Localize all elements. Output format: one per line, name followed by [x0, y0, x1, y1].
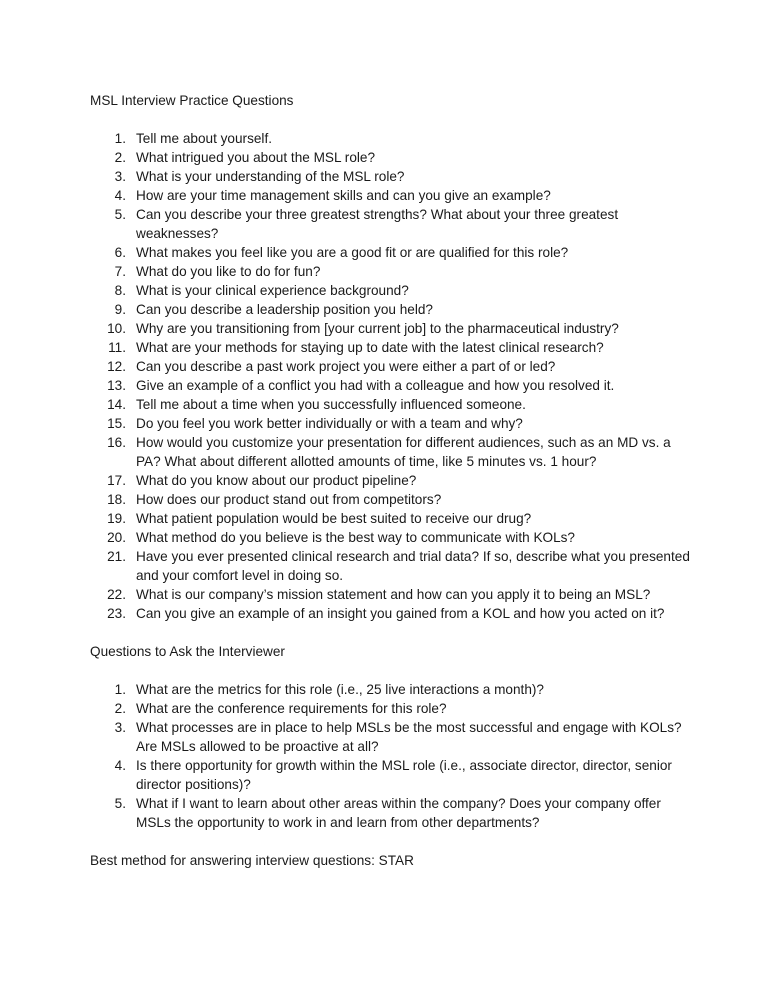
- section-heading-practice-questions: MSL Interview Practice Questions: [90, 93, 294, 108]
- list-item-number: 19.: [107, 511, 126, 526]
- list-item-number: 7.: [114, 264, 126, 279]
- list-item: [90, 319, 690, 338]
- list-item-text: Give an example of a conflict you had with a colleague and how you resolved it.: [136, 378, 615, 393]
- list-item: [90, 376, 690, 395]
- list-item-number: 2.: [114, 701, 126, 716]
- list-item-text: Have you ever presented clinical research and trial data? If so, describe what you presented and your comfort level in doing so.: [136, 549, 690, 583]
- list-item-text: How are your time management skills and can you give an example?: [136, 188, 551, 203]
- list-item: [90, 243, 690, 262]
- list-item-text: What are the conference requirements for this role?: [136, 701, 447, 716]
- list-item-text: What makes you feel like you are a good fit or are qualified for this role?: [136, 245, 569, 260]
- list-item: [90, 604, 690, 623]
- list-item: [90, 433, 690, 471]
- questions-to-ask-list: [90, 680, 690, 832]
- list-item-text: What do you know about our product pipeline?: [136, 473, 417, 488]
- list-item-text: Do you feel you work better individually or with a team and why?: [136, 416, 523, 431]
- list-item-text: Why are you transitioning from [your current job] to the pharmaceutical industry?: [136, 321, 619, 336]
- list-item-text: What are the metrics for this role (i.e., 25 live interactions a month)?: [136, 682, 544, 697]
- list-item-text: What is our company’s mission statement and how can you apply it to being an MSL?: [136, 587, 651, 602]
- list-item-text: Tell me about a time when you successfully influenced someone.: [136, 397, 526, 412]
- list-item-number: 6.: [114, 245, 126, 260]
- list-item-text: How does our product stand out from competitors?: [136, 492, 442, 507]
- list-item: [90, 281, 690, 300]
- list-item-number: 4.: [114, 758, 126, 773]
- list-item: [90, 547, 690, 585]
- list-item-text: Can you describe a leadership position you held?: [136, 302, 433, 317]
- list-item-number: 14.: [107, 397, 126, 412]
- list-item: [90, 129, 690, 148]
- list-item: [90, 262, 690, 281]
- list-item-number: 4.: [114, 188, 126, 203]
- list-item-text: Is there opportunity for growth within the MSL role (i.e., associate director, director, senior director positions)?: [136, 758, 672, 792]
- list-item: [90, 338, 690, 357]
- list-item-number: 2.: [114, 150, 126, 165]
- list-item-number: 9.: [114, 302, 126, 317]
- list-item-text: Tell me about yourself.: [136, 131, 273, 146]
- list-item-number: 3.: [114, 169, 126, 184]
- list-item-number: 1.: [114, 131, 126, 146]
- list-item-number: 16.: [107, 435, 126, 450]
- list-item: [90, 718, 690, 756]
- list-item-number: 12.: [107, 359, 126, 374]
- list-item-text: What processes are in place to help MSLs be the most successful and engage with KOLs? Are MSLs allowed to be proactive at all?: [136, 720, 682, 754]
- list-item-text: Can you describe a past work project you were either a part of or led?: [136, 359, 556, 374]
- list-item: [90, 699, 690, 718]
- list-item-text: What patient population would be best suited to receive our drug?: [136, 511, 532, 526]
- list-item: [90, 680, 690, 699]
- list-item-text: Can you describe your three greatest strengths? What about your three greatest weaknesses?: [136, 207, 619, 241]
- list-item-number: 13.: [107, 378, 126, 393]
- list-item-text: What if I want to learn about other areas within the company? Does your company offer MSLs the opportunity to work in and learn from other departments?: [136, 796, 661, 830]
- list-item: [90, 205, 690, 243]
- list-item-text: What do you like to do for fun?: [136, 264, 321, 279]
- practice-questions-list: [90, 129, 690, 623]
- list-item-number: 18.: [107, 492, 126, 507]
- list-item: [90, 794, 690, 832]
- list-item: [90, 167, 690, 186]
- list-item: [90, 509, 690, 528]
- list-item-number: 23.: [107, 606, 126, 621]
- list-item: [90, 148, 690, 167]
- list-item-number: 5.: [114, 207, 126, 222]
- list-item-text: Can you give an example of an insight you gained from a KOL and how you acted on it?: [136, 606, 665, 621]
- list-item-number: 17.: [107, 473, 126, 488]
- list-item-number: 1.: [114, 682, 126, 697]
- document-page: [90, 91, 690, 870]
- list-item-number: 20.: [107, 530, 126, 545]
- list-item-number: 21.: [107, 549, 126, 564]
- list-item-number: 3.: [114, 720, 126, 735]
- list-item-text: What method do you believe is the best way to communicate with KOLs?: [136, 530, 575, 545]
- list-item: [90, 490, 690, 509]
- list-item-text: What intrigued you about the MSL role?: [136, 150, 376, 165]
- list-item-number: 5.: [114, 796, 126, 811]
- list-item: [90, 357, 690, 376]
- list-item-text: How would you customize your presentation for different audiences, such as an MD vs. a PA? What about different allotted amounts of time, like 5 minutes vs. 1 hour?: [136, 435, 671, 469]
- list-item-number: 11.: [108, 340, 126, 355]
- list-item: [90, 585, 690, 604]
- section-heading-questions-to-ask: Questions to Ask the Interviewer: [90, 644, 285, 659]
- list-item: [90, 471, 690, 490]
- list-item: [90, 300, 690, 319]
- list-item: [90, 395, 690, 414]
- list-item-number: 15.: [107, 416, 126, 431]
- list-item: [90, 756, 690, 794]
- list-item-number: 8.: [114, 283, 126, 298]
- list-item-number: 10.: [107, 321, 126, 336]
- list-item: [90, 414, 690, 433]
- list-item-text: What is your understanding of the MSL role?: [136, 169, 405, 184]
- best-method-note: Best method for answering interview questions: STAR: [90, 853, 414, 868]
- list-item-text: What is your clinical experience background?: [136, 283, 409, 298]
- list-item-number: 22.: [107, 587, 126, 602]
- list-item: [90, 186, 690, 205]
- list-item-text: What are your methods for staying up to date with the latest clinical research?: [136, 340, 604, 355]
- list-item: [90, 528, 690, 547]
